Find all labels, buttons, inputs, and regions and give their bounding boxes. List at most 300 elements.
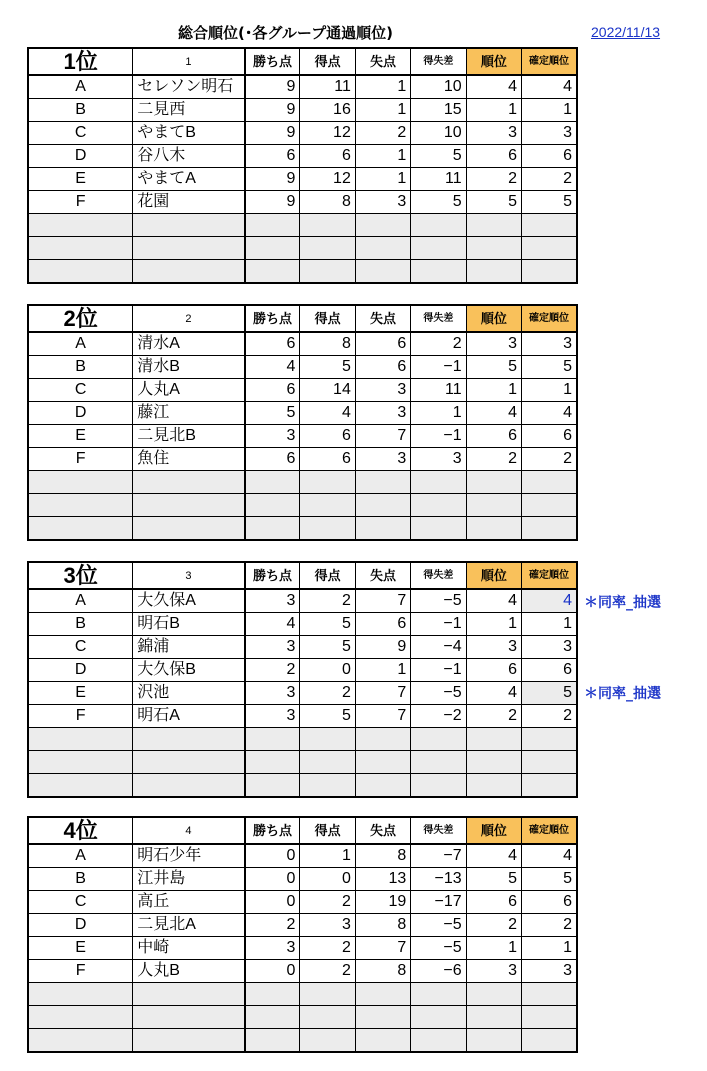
final-rank-cell: 3 (522, 636, 577, 659)
empty-cell (300, 751, 355, 774)
row-letter: C (28, 636, 133, 659)
row-letter: D (28, 659, 133, 682)
empty-cell (355, 471, 410, 494)
group-rank-label: 3位 (28, 562, 133, 589)
empty-row (28, 471, 577, 494)
empty-cell (300, 214, 355, 237)
table-row (28, 960, 577, 983)
team-name: 明石A (133, 705, 245, 728)
empty-cell (522, 237, 577, 260)
group-rank-label: 4位 (28, 817, 133, 844)
win-points-cell: 3 (245, 589, 300, 613)
empty-cell (28, 471, 133, 494)
goals-for-cell: 6 (300, 425, 355, 448)
empty-cell (522, 751, 577, 774)
row-letter: F (28, 191, 133, 214)
goal-diff-cell: 11 (411, 379, 466, 402)
rank-cell: 6 (466, 425, 521, 448)
rank-cell: 2 (466, 168, 521, 191)
goal-diff-cell: 3 (411, 448, 466, 471)
goals-against-cell: 3 (355, 191, 410, 214)
empty-cell (411, 494, 466, 517)
tie-lottery-note: ＊同率_抽選 (584, 686, 661, 702)
final-rank-cell: 4 (522, 844, 577, 868)
goals-against-cell: 3 (355, 379, 410, 402)
win-points-cell: 9 (245, 75, 300, 99)
team-name: 錦浦 (133, 636, 245, 659)
empty-cell (411, 1006, 466, 1029)
team-name: 二見北A (133, 914, 245, 937)
rank-cell: 6 (466, 659, 521, 682)
goal-diff-cell: 5 (411, 145, 466, 168)
empty-cell (300, 260, 355, 284)
empty-cell (28, 214, 133, 237)
final-rank-cell: 5 (522, 356, 577, 379)
final-rank-cell: 6 (522, 659, 577, 682)
win-points-cell: 4 (245, 613, 300, 636)
rank-cell: 4 (466, 682, 521, 705)
win-points-cell: 0 (245, 960, 300, 983)
empty-cell (300, 1006, 355, 1029)
empty-cell (133, 517, 245, 541)
empty-cell (411, 728, 466, 751)
goals-against-cell: 8 (355, 914, 410, 937)
goal-diff-cell: 11 (411, 168, 466, 191)
header-rank: 順位 (466, 562, 521, 589)
empty-cell (245, 494, 300, 517)
table-row (28, 448, 577, 471)
table-header-row (28, 305, 577, 332)
empty-cell (466, 214, 521, 237)
header-goal-diff: 得失差 (411, 562, 466, 589)
row-letter: B (28, 868, 133, 891)
team-name: 谷八木 (133, 145, 245, 168)
goals-against-cell: 1 (355, 168, 410, 191)
empty-cell (522, 1029, 577, 1053)
win-points-cell: 5 (245, 402, 300, 425)
header-final-rank: 確定順位 (522, 305, 577, 332)
rank-cell: 5 (466, 191, 521, 214)
win-points-cell: 6 (245, 332, 300, 356)
goals-against-cell: 1 (355, 99, 410, 122)
goals-against-cell: 9 (355, 636, 410, 659)
empty-cell (245, 260, 300, 284)
rank-cell: 2 (466, 705, 521, 728)
goals-for-cell: 6 (300, 448, 355, 471)
rank-cell: 4 (466, 75, 521, 99)
empty-cell (355, 494, 410, 517)
final-rank-cell: 2 (522, 705, 577, 728)
goals-against-cell: 1 (355, 659, 410, 682)
header-rank: 順位 (466, 305, 521, 332)
team-name: 清水A (133, 332, 245, 356)
goals-for-cell: 14 (300, 379, 355, 402)
table-row (28, 356, 577, 379)
rank-cell: 6 (466, 891, 521, 914)
team-name: 明石少年 (133, 844, 245, 868)
table-row (28, 379, 577, 402)
goals-for-cell: 12 (300, 122, 355, 145)
win-points-cell: 6 (245, 379, 300, 402)
goals-against-cell: 6 (355, 356, 410, 379)
empty-cell (355, 751, 410, 774)
goal-diff-cell: −1 (411, 659, 466, 682)
table-row (28, 868, 577, 891)
empty-cell (133, 751, 245, 774)
empty-cell (522, 214, 577, 237)
final-rank-cell: 1 (522, 613, 577, 636)
team-name: 大久保B (133, 659, 245, 682)
empty-cell (355, 1006, 410, 1029)
empty-cell (355, 214, 410, 237)
page-title: 総合順位(･各グループ通過順位) (178, 24, 394, 42)
win-points-cell: 6 (245, 145, 300, 168)
rank-cell: 3 (466, 960, 521, 983)
empty-cell (466, 1006, 521, 1029)
header-goals-for: 得点 (300, 48, 355, 75)
header-final-rank: 確定順位 (522, 562, 577, 589)
goals-for-cell: 12 (300, 168, 355, 191)
empty-row (28, 260, 577, 284)
header-goals-for: 得点 (300, 305, 355, 332)
ranking-table-group-4 (27, 816, 578, 1053)
empty-cell (411, 774, 466, 798)
table-row (28, 191, 577, 214)
table-row (28, 844, 577, 868)
empty-cell (411, 260, 466, 284)
goals-for-cell: 2 (300, 682, 355, 705)
empty-cell (28, 517, 133, 541)
empty-cell (522, 983, 577, 1006)
goals-for-cell: 2 (300, 937, 355, 960)
team-name: やまてB (133, 122, 245, 145)
row-letter: A (28, 332, 133, 356)
goals-for-cell: 16 (300, 99, 355, 122)
group-rank-label: 1位 (28, 48, 133, 75)
empty-cell (466, 237, 521, 260)
header-goals-for: 得点 (300, 562, 355, 589)
goal-diff-cell: −5 (411, 914, 466, 937)
rank-cell: 5 (466, 868, 521, 891)
table-row (28, 659, 577, 682)
goals-for-cell: 11 (300, 75, 355, 99)
goals-against-cell: 7 (355, 425, 410, 448)
win-points-cell: 3 (245, 636, 300, 659)
goal-diff-cell: 15 (411, 99, 466, 122)
empty-cell (522, 774, 577, 798)
goal-diff-cell: 2 (411, 332, 466, 356)
empty-cell (466, 728, 521, 751)
goals-for-cell: 0 (300, 868, 355, 891)
final-rank-cell: 3 (522, 122, 577, 145)
table-row (28, 914, 577, 937)
empty-cell (411, 751, 466, 774)
header-goal-diff: 得失差 (411, 48, 466, 75)
final-rank-cell: 5 (522, 868, 577, 891)
header-goal-diff: 得失差 (411, 817, 466, 844)
table-row (28, 332, 577, 356)
empty-cell (28, 774, 133, 798)
group-number: 4 (133, 817, 245, 844)
empty-cell (300, 471, 355, 494)
empty-cell (28, 751, 133, 774)
row-letter: E (28, 682, 133, 705)
team-name: 魚住 (133, 448, 245, 471)
empty-row (28, 517, 577, 541)
date-link[interactable]: 2022/11/13 (591, 24, 661, 40)
goals-for-cell: 2 (300, 891, 355, 914)
final-rank-cell: 1 (522, 379, 577, 402)
rank-cell: 1 (466, 99, 521, 122)
goal-diff-cell: −7 (411, 844, 466, 868)
rank-cell: 1 (466, 937, 521, 960)
group-number: 2 (133, 305, 245, 332)
goals-for-cell: 6 (300, 145, 355, 168)
empty-cell (245, 774, 300, 798)
header-final-rank: 確定順位 (522, 48, 577, 75)
group-number: 1 (133, 48, 245, 75)
empty-cell (522, 1006, 577, 1029)
empty-row (28, 1029, 577, 1053)
goals-for-cell: 3 (300, 914, 355, 937)
final-rank-cell: 2 (522, 914, 577, 937)
table-row (28, 705, 577, 728)
team-name: 明石B (133, 613, 245, 636)
goals-against-cell: 7 (355, 705, 410, 728)
row-letter: B (28, 99, 133, 122)
header-win-points: 勝ち点 (245, 48, 300, 75)
empty-cell (28, 1006, 133, 1029)
table-row (28, 613, 577, 636)
goal-diff-cell: −4 (411, 636, 466, 659)
goals-for-cell: 5 (300, 636, 355, 659)
goals-for-cell: 0 (300, 659, 355, 682)
table-row (28, 122, 577, 145)
final-rank-cell: 1 (522, 937, 577, 960)
win-points-cell: 2 (245, 914, 300, 937)
empty-cell (28, 237, 133, 260)
empty-row (28, 728, 577, 751)
goal-diff-cell: −2 (411, 705, 466, 728)
row-letter: A (28, 844, 133, 868)
rank-cell: 3 (466, 636, 521, 659)
rank-cell: 3 (466, 332, 521, 356)
final-rank-cell: 4 (522, 75, 577, 99)
goals-against-cell: 6 (355, 332, 410, 356)
final-rank-cell: 1 (522, 99, 577, 122)
rank-cell: 5 (466, 356, 521, 379)
header-win-points: 勝ち点 (245, 817, 300, 844)
empty-cell (355, 237, 410, 260)
goal-diff-cell: 1 (411, 402, 466, 425)
empty-cell (300, 237, 355, 260)
empty-cell (355, 728, 410, 751)
table-row (28, 682, 577, 705)
row-letter: D (28, 145, 133, 168)
final-rank-cell: 5 (522, 191, 577, 214)
empty-cell (245, 983, 300, 1006)
empty-cell (28, 983, 133, 1006)
win-points-cell: 6 (245, 448, 300, 471)
goals-against-cell: 7 (355, 682, 410, 705)
goal-diff-cell: −13 (411, 868, 466, 891)
final-rank-cell: 4 (522, 589, 577, 613)
header-goals-against: 失点 (355, 817, 410, 844)
goal-diff-cell: −1 (411, 356, 466, 379)
rank-cell: 1 (466, 613, 521, 636)
empty-row (28, 214, 577, 237)
team-name: やまてA (133, 168, 245, 191)
goal-diff-cell: −5 (411, 589, 466, 613)
team-name: 沢池 (133, 682, 245, 705)
empty-cell (133, 471, 245, 494)
final-rank-cell: 3 (522, 960, 577, 983)
empty-cell (28, 260, 133, 284)
goal-diff-cell: −5 (411, 682, 466, 705)
row-letter: E (28, 937, 133, 960)
empty-cell (133, 983, 245, 1006)
row-letter: C (28, 122, 133, 145)
win-points-cell: 2 (245, 659, 300, 682)
table-row (28, 99, 577, 122)
table-header-row (28, 562, 577, 589)
empty-cell (245, 751, 300, 774)
table-row (28, 145, 577, 168)
goals-against-cell: 2 (355, 122, 410, 145)
row-letter: B (28, 356, 133, 379)
empty-cell (522, 494, 577, 517)
empty-cell (28, 1029, 133, 1053)
header-win-points: 勝ち点 (245, 562, 300, 589)
empty-cell (466, 517, 521, 541)
row-letter: A (28, 589, 133, 613)
team-name: 二見西 (133, 99, 245, 122)
empty-cell (133, 260, 245, 284)
empty-cell (245, 237, 300, 260)
rank-cell: 4 (466, 589, 521, 613)
empty-cell (300, 1029, 355, 1053)
goals-against-cell: 6 (355, 613, 410, 636)
group-rank-label: 2位 (28, 305, 133, 332)
empty-cell (466, 1029, 521, 1053)
ranking-table-group-2 (27, 304, 578, 541)
empty-cell (133, 214, 245, 237)
table-header-row (28, 48, 577, 75)
team-name: セレソン明石 (133, 75, 245, 99)
final-rank-cell: 4 (522, 402, 577, 425)
team-name: 二見北B (133, 425, 245, 448)
empty-row (28, 237, 577, 260)
header-goals-against: 失点 (355, 48, 410, 75)
goal-diff-cell: 5 (411, 191, 466, 214)
goals-against-cell: 8 (355, 844, 410, 868)
goals-against-cell: 19 (355, 891, 410, 914)
empty-cell (245, 1006, 300, 1029)
empty-cell (355, 983, 410, 1006)
table-row (28, 937, 577, 960)
empty-cell (411, 471, 466, 494)
empty-cell (355, 1029, 410, 1053)
header-rank: 順位 (466, 48, 521, 75)
empty-cell (300, 517, 355, 541)
tie-lottery-note: ＊同率_抽選 (584, 595, 661, 611)
empty-cell (466, 751, 521, 774)
team-name: 中崎 (133, 937, 245, 960)
win-points-cell: 3 (245, 682, 300, 705)
table-row (28, 636, 577, 659)
rank-cell: 4 (466, 402, 521, 425)
empty-row (28, 751, 577, 774)
row-letter: E (28, 425, 133, 448)
win-points-cell: 9 (245, 168, 300, 191)
table-row (28, 402, 577, 425)
goals-for-cell: 1 (300, 844, 355, 868)
win-points-cell: 9 (245, 99, 300, 122)
row-letter: F (28, 448, 133, 471)
final-rank-cell: 6 (522, 145, 577, 168)
goals-against-cell: 3 (355, 402, 410, 425)
empty-cell (411, 237, 466, 260)
win-points-cell: 3 (245, 425, 300, 448)
row-letter: D (28, 402, 133, 425)
win-points-cell: 4 (245, 356, 300, 379)
empty-cell (522, 728, 577, 751)
row-letter: B (28, 613, 133, 636)
table-header-row (28, 817, 577, 844)
team-name: 大久保A (133, 589, 245, 613)
empty-row (28, 1006, 577, 1029)
rank-cell: 4 (466, 844, 521, 868)
row-letter: A (28, 75, 133, 99)
empty-cell (28, 494, 133, 517)
goals-for-cell: 5 (300, 705, 355, 728)
group-number: 3 (133, 562, 245, 589)
goals-for-cell: 5 (300, 356, 355, 379)
goals-for-cell: 4 (300, 402, 355, 425)
empty-cell (466, 260, 521, 284)
goal-diff-cell: −6 (411, 960, 466, 983)
win-points-cell: 0 (245, 891, 300, 914)
empty-cell (466, 494, 521, 517)
empty-cell (133, 237, 245, 260)
ranking-table-group-1 (27, 47, 578, 284)
empty-row (28, 494, 577, 517)
empty-cell (133, 774, 245, 798)
empty-cell (522, 517, 577, 541)
final-rank-cell: 6 (522, 425, 577, 448)
empty-cell (245, 1029, 300, 1053)
win-points-cell: 0 (245, 868, 300, 891)
goals-for-cell: 2 (300, 589, 355, 613)
goals-against-cell: 1 (355, 75, 410, 99)
team-name: 花園 (133, 191, 245, 214)
row-letter: C (28, 379, 133, 402)
empty-cell (355, 260, 410, 284)
row-letter: F (28, 705, 133, 728)
goal-diff-cell: −1 (411, 425, 466, 448)
empty-cell (300, 774, 355, 798)
empty-cell (466, 983, 521, 1006)
header-goals-against: 失点 (355, 305, 410, 332)
row-letter: C (28, 891, 133, 914)
empty-cell (466, 471, 521, 494)
header-win-points: 勝ち点 (245, 305, 300, 332)
empty-cell (245, 214, 300, 237)
empty-cell (245, 517, 300, 541)
empty-cell (300, 728, 355, 751)
goals-against-cell: 7 (355, 937, 410, 960)
team-name: 清水B (133, 356, 245, 379)
